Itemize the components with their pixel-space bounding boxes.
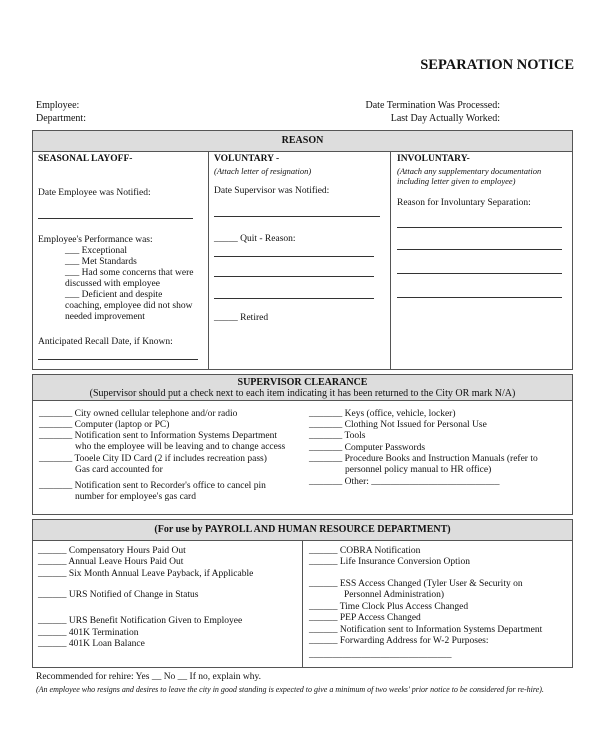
payroll-ess-access[interactable]: ______ ESS Access Changed (Tyler User & Security on: [309, 579, 523, 589]
last-day-label: Last Day Actually Worked:: [390, 113, 500, 124]
recall-date-label: Anticipated Recall Date, if Known:: [38, 337, 173, 347]
page-title: SEPARATION NOTICE: [420, 57, 574, 73]
involuntary-note-2: including letter given to employee): [397, 176, 516, 186]
involuntary-reason-line[interactable]: [397, 297, 562, 298]
clearance-subheading: (Supervisor should put a check next to each item indicating it has been returned to the City OR mark N/A): [89, 388, 516, 399]
payroll-401k-loan[interactable]: ______ 401K Loan Balance: [38, 639, 145, 649]
clearance-item-procedure-books[interactable]: _______ Procedure Books and Instruction Manuals (refer to: [309, 454, 538, 464]
quit-reason-line[interactable]: [214, 276, 374, 277]
option-met-standards[interactable]: ___ Met Standards: [65, 257, 137, 267]
rehire-note: (An employee who resigns and desires to leave the city in good standing is expected to give a minimum of two weeks' prior notice to be considered for re-hire).: [36, 685, 544, 694]
clearance-heading: SUPERVISOR CLEARANCE: [237, 377, 368, 388]
reason-columns: [33, 151, 572, 369]
involuntary-reason-label: Reason for Involuntary Separation:: [397, 198, 531, 208]
clearance-item-other[interactable]: _______ Other: ___________________________: [309, 477, 500, 487]
involuntary-reason-line[interactable]: [397, 273, 562, 274]
performance-label: Employee's Performance was:: [38, 235, 153, 245]
payroll-section: [32, 519, 573, 668]
retired-option[interactable]: _____ Retired: [214, 313, 269, 323]
reason-heading: REASON: [33, 131, 572, 152]
seasonal-notified-label: Date Employee was Notified:: [38, 188, 151, 198]
payroll-six-month-payback[interactable]: ______ Six Month Annual Leave Payback, if Applicable: [38, 569, 254, 579]
payroll-forwarding-address[interactable]: ______ Forwarding Address for W-2 Purposes:: [309, 636, 489, 646]
supervisor-notified-field[interactable]: [214, 216, 380, 217]
payroll-forwarding-address-line[interactable]: ______________________________: [309, 650, 452, 660]
option-deficient[interactable]: ___ Deficient and despite: [65, 290, 163, 300]
quit-reason[interactable]: _____ Quit - Reason:: [214, 234, 296, 244]
header-left: [36, 99, 86, 125]
clearance-item-id-card[interactable]: _______ Tooele City ID Card (2 if includes recreation pass): [39, 454, 267, 464]
employee-label: Employee:: [36, 100, 80, 111]
option-exceptional[interactable]: ___ Exceptional: [65, 246, 127, 256]
payroll-401k-termination[interactable]: ______ 401K Termination: [38, 628, 139, 638]
department-label: Department:: [36, 113, 86, 124]
clearance-item-computer[interactable]: _______ Computer (laptop or PC): [39, 420, 170, 430]
notified-date-field[interactable]: [38, 218, 193, 219]
payroll-cobra[interactable]: ______ COBRA Notification: [309, 546, 421, 556]
date-processed-label: Date Termination Was Processed:: [365, 100, 500, 111]
payroll-ess-access-cont: Personnel Administration): [344, 590, 445, 600]
clearance-item-is-notification[interactable]: _______ Notification sent to Information Systems Department: [39, 431, 277, 441]
payroll-time-clock[interactable]: ______ Time Clock Plus Access Changed: [309, 602, 469, 612]
clearance-item-clothing[interactable]: _______ Clothing Not Issued for Personal Use: [309, 420, 487, 430]
seasonal-title: SEASONAL LAYOFF-: [38, 154, 133, 164]
option-concerns-cont: discussed with employee: [65, 279, 160, 289]
clearance-heading-band: [33, 375, 572, 401]
clearance-item-passwords[interactable]: _______ Computer Passwords: [309, 443, 426, 453]
payroll-comp-hours[interactable]: ______ Compensatory Hours Paid Out: [38, 546, 186, 556]
clearance-item-tools[interactable]: _______ Tools: [309, 431, 366, 441]
header-right: [366, 99, 500, 125]
involuntary-note-1: (Attach any supplementary documentation: [397, 166, 542, 176]
divider: [302, 540, 303, 667]
clearance-item-procedure-books-cont: personnel policy manual to HR office): [345, 465, 492, 475]
clearance-item-keys[interactable]: _______ Keys (office, vehicle, locker): [309, 409, 456, 419]
option-concerns[interactable]: ___ Had some concerns that were: [65, 268, 194, 278]
payroll-urs-benefit[interactable]: ______ URS Benefit Notification Given to Employee: [38, 616, 243, 626]
option-deficient-cont: coaching, employee did not show: [65, 301, 193, 311]
payroll-heading: (For use by PAYROLL AND HUMAN RESOURCE DEPARTMENT): [33, 520, 572, 541]
quit-reason-line[interactable]: [214, 256, 374, 257]
clearance-item-recorder[interactable]: _______ Notification sent to Recorder's office to cancel pin: [39, 481, 266, 491]
clearance-item-gas-card[interactable]: Gas card accounted for: [75, 465, 163, 475]
payroll-annual-leave[interactable]: ______ Annual Leave Hours Paid Out: [38, 557, 184, 567]
involuntary-column: [391, 151, 572, 369]
clearance-item-is-notification-cont: who the employee will be leaving and to change access: [75, 442, 286, 452]
rehire-recommendation[interactable]: Recommended for rehire: Yes __ No __ If no, explain why.: [36, 672, 261, 682]
involuntary-reason-line[interactable]: [397, 227, 562, 228]
involuntary-reason-line[interactable]: [397, 249, 562, 250]
voluntary-note: (Attach letter of resignation): [214, 166, 312, 176]
clearance-item-phone[interactable]: _______ City owned cellular telephone and/or radio: [39, 409, 238, 419]
involuntary-title: INVOLUNTARY-: [397, 154, 470, 164]
recall-date-field[interactable]: [38, 359, 198, 360]
supervisor-clearance-section: [32, 374, 573, 515]
payroll-urs-notified[interactable]: ______ URS Notified of Change in Status: [38, 590, 199, 600]
quit-reason-line[interactable]: [214, 298, 374, 299]
payroll-life-insurance[interactable]: ______ Life Insurance Conversion Option: [309, 557, 470, 567]
voluntary-title: VOLUNTARY -: [214, 154, 280, 164]
reason-section: [32, 130, 573, 370]
seasonal-layoff-column: [33, 151, 208, 369]
payroll-is-notification[interactable]: ______ Notification sent to Information Systems Department: [309, 625, 543, 635]
voluntary-column: [209, 151, 390, 369]
clearance-item-recorder-cont: number for employee's gas card: [75, 492, 196, 502]
option-deficient-cont2: needed improvement: [65, 312, 145, 322]
payroll-pep-access[interactable]: ______ PEP Access Changed: [309, 613, 421, 623]
supervisor-notified-label: Date Supervisor was Notified:: [214, 186, 330, 196]
